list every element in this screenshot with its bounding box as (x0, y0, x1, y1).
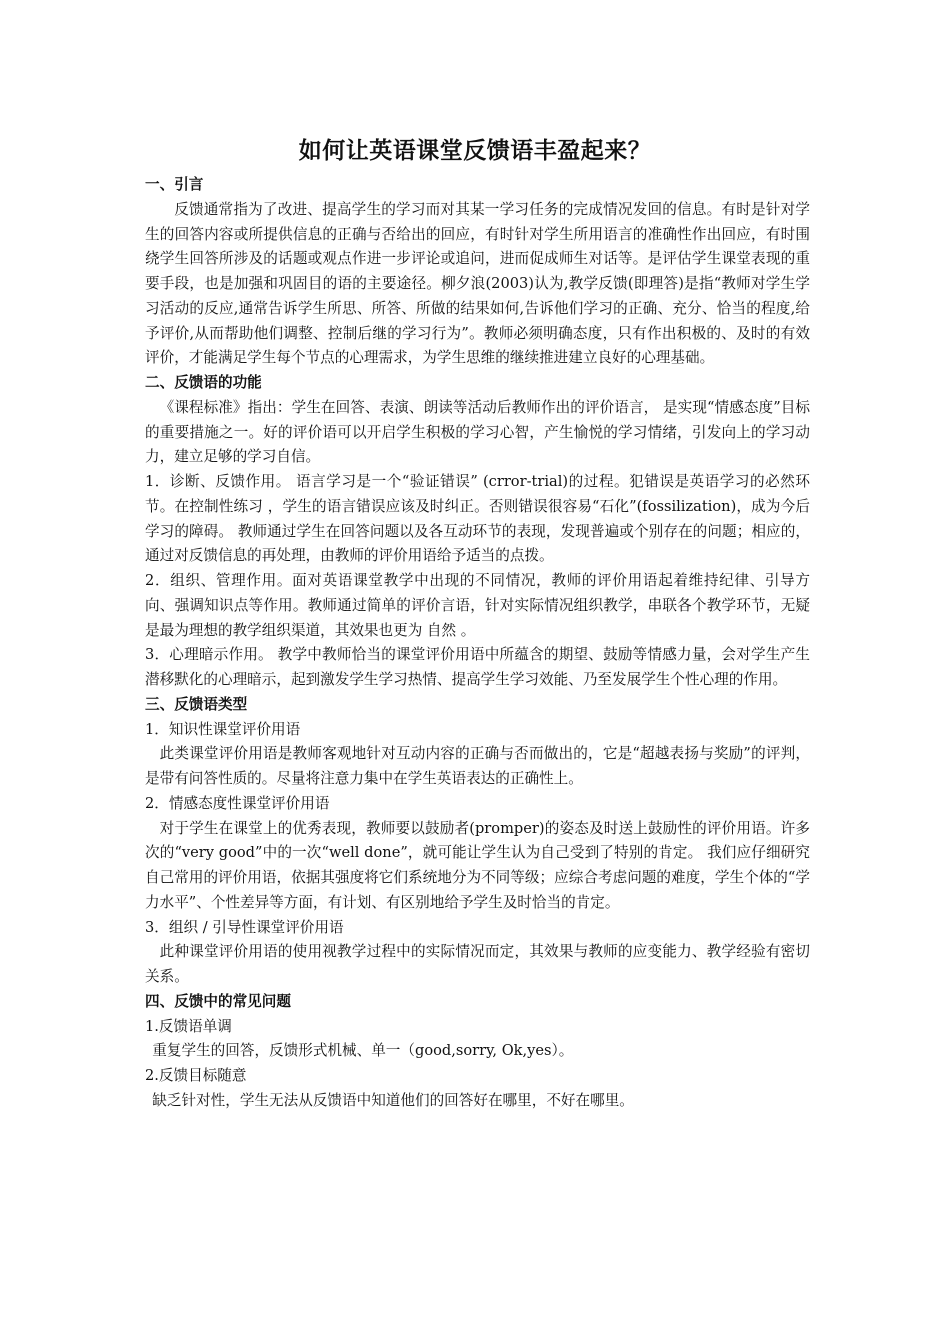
paragraph: 此类课堂评价用语是教师客观地针对互动内容的正确与否而做出的，它是“超越表扬与奖励”的评判，是带有问答性质的。尽量将注意力集中在学生英语表达的正确性上。 (145, 745, 810, 787)
paragraph: 1．诊断、反馈作用。 语言学习是一个“验证错误” (crror-trial)的过程。犯错误是英语学习的必然环节。在控制性练习 ，学生的语言错误应该及时纠正。否则错误很容易“石化”(fossilization)，成为今后学习的障碍。 教师通过学生在回答问题以及各互动环节的表现，发现普遍或个别存在的问题；相应的，通过对反馈信息的再处理，由教师的评价用语给予适当的点拨。 (145, 473, 810, 565)
paragraph: 反馈通常指为了改进、提高学生的学习而对其某一学习任务的完成情况发回的信息。有时是针对学生的回答内容或所提供信息的正确与否给出的回应，有时针对学生所用语言的准确性作出回应，有时围绕学生回答所涉及的话题或观点作进一步评论或追问，进而促成师生对话等。是评估学生课堂表现的重要手段，也是加强和巩固目的语的主要途径。柳夕浪(2003)认为,教学反馈(即理答)是指“教师对学生学习活动的反应,通常告诉学生所思、所答、所做的结果如何,告诉他们学习的正确、充分、恰当的程度,给予评价,从而帮助他们调整、控制后继的学习行为”。教师必须明确态度，只有作出积极的、及时的有效评价，才能满足学生每个节点的心理需求，为学生思维的继续推进建立良好的心理基础。 (145, 200, 810, 367)
section-heading: 四、反馈中的常见问题 (145, 992, 291, 1010)
paragraph: 1.反馈语单调 (145, 1017, 232, 1035)
paragraph: 1．知识性课堂评价用语 (145, 720, 301, 738)
paragraph: 2.反馈目标随意 (145, 1067, 247, 1084)
document-body (145, 173, 810, 1114)
paragraph: 此种课堂评价用语的使用视教学过程中的实际情况而定，其效果与教师的应变能力、教学经验有密切关系。 (145, 943, 810, 985)
paragraph: 2．组织、管理作用。面对英语课堂教学中出现的不同情况，教师的评价用语起着维持纪律、引导方向、强调知识点等作用。教师通过简单的评价言语，针对实际情况组织教学，串联各个教学环节，无疑是最为理想的教学组织渠道，其效果也更为 自然 。 (145, 572, 810, 639)
paragraph: 《课程标准》指出：学生在回答、表演、朗读等活动后教师作出的评价语言， 是实现“情感态度”目标的重要措施之一。好的评价语可以开启学生积极的学习心智，产生愉悦的学习情绪，引发向上的学习动力，建立足够的学习自信。 (145, 398, 810, 466)
section-heading: 一、引言 (145, 176, 204, 193)
paragraph: 3．组织 / 引导性课堂评价用语 (145, 918, 344, 936)
paragraph: 对于学生在课堂上的优秀表现，教师要以鼓励者(promper)的姿态及时送上鼓励性的评价用语。许多次的“very good”中的一次“well done”，就可能让学生认为自己受到了特别的肯定。 我们应仔细研究自己常用的评价用语，依据其强度将它们系统地分为不同等级；应综合考虑问题的难度，学生个体的“学力水平”、个性差异等方面，有计划、有区别地给予学生及时恰当的肯定。 (145, 819, 810, 911)
paragraph: 重复学生的回答，反馈形式机械、单一（good,sorry, Ok,yes）。 (152, 1042, 574, 1060)
section-heading: 三、反馈语类型 (145, 695, 248, 713)
section-heading: 二、反馈语的功能 (145, 374, 262, 391)
paragraph: 3．心理暗示作用。 教学中教师恰当的课堂评价用语中所蕴含的期望、鼓励等情感力量，会对学生产生潜移默化的心理暗示，起到激发学生学习热情、提高学生学习效能、乃至发展学生个性心理的作用。 (145, 646, 810, 688)
paragraph: 缺乏针对性，学生无法从反馈语中知道他们的回答好在哪里，不好在哪里。 (152, 1091, 634, 1109)
document-title: 如何让英语课堂反馈语丰盈起来？ (298, 137, 652, 164)
paragraph: 2．情感态度性课堂评价用语 (145, 794, 330, 812)
